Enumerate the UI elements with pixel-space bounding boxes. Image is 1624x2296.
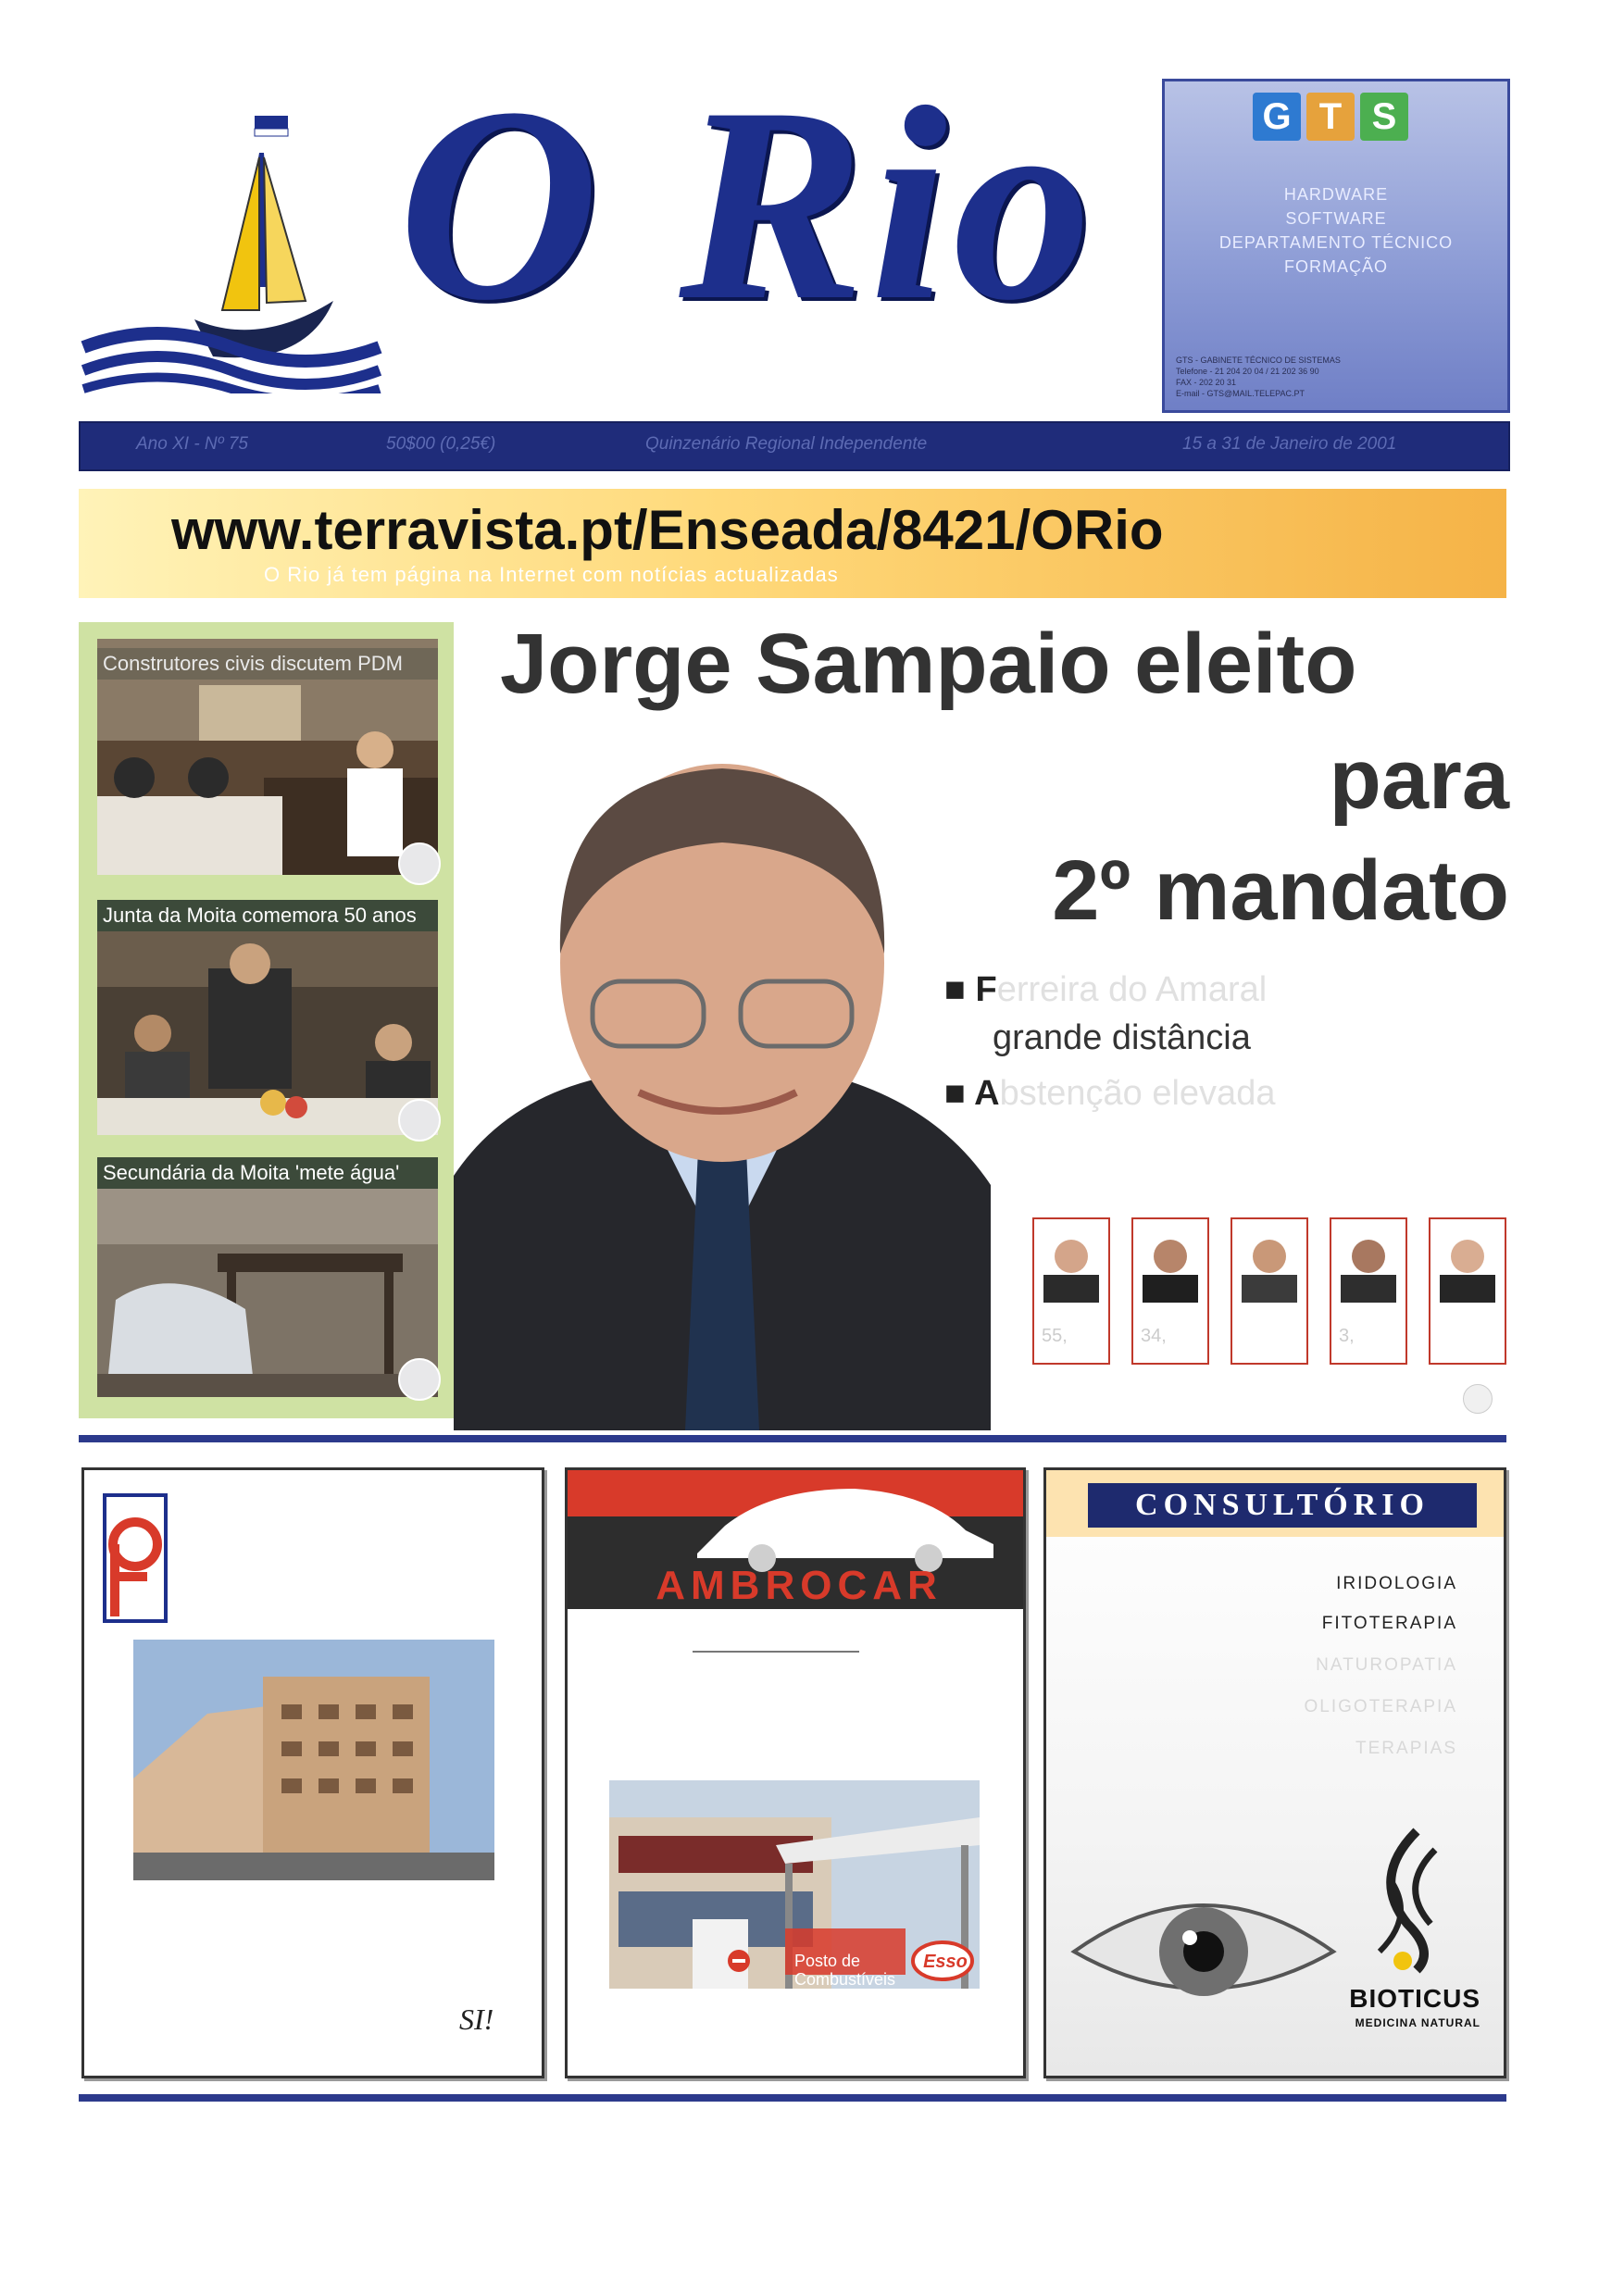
gts-service: DEPARTAMENTO TÉCNICO bbox=[1218, 233, 1454, 252]
headline-line-1: Jorge Sampaio eleito bbox=[500, 617, 1357, 711]
headline-line-3: 2º mandato bbox=[1052, 843, 1509, 938]
headline-bullet bbox=[944, 1074, 1275, 1114]
section-divider bbox=[79, 2094, 1506, 2102]
news-badge-icon bbox=[398, 842, 441, 885]
news-column bbox=[79, 622, 454, 1418]
page-badge-icon bbox=[1463, 1384, 1493, 1414]
bioticus-brand: BIOTICUS bbox=[1349, 1984, 1480, 2013]
president-portrait bbox=[454, 741, 991, 1430]
news-caption[interactable]: Secundária da Moita 'mete água' bbox=[97, 1157, 438, 1189]
bullet-text: A bbox=[974, 1074, 1000, 1113]
website-url[interactable]: www.terravista.pt/Enseada/8421/ORio bbox=[171, 499, 1164, 561]
headline-bullet bbox=[944, 970, 1267, 1010]
consultorio-service: IRIDOLOGIA bbox=[1336, 1574, 1457, 1593]
ambrocar-name: AMBROCAR bbox=[656, 1563, 943, 1608]
section-divider bbox=[79, 1435, 1506, 1442]
masthead-title: O Rio bbox=[398, 50, 1098, 357]
car-silhouette-icon bbox=[688, 1479, 1003, 1572]
gts-service: SOFTWARE bbox=[1285, 209, 1387, 228]
issue-price: 50$00 (0,25€) bbox=[386, 434, 496, 454]
issue-info-bar bbox=[79, 421, 1510, 471]
gts-contact-line: FAX - 202 20 31 bbox=[1176, 378, 1237, 387]
consultorio-title-bar bbox=[1046, 1470, 1504, 1537]
gts-contact-line: Telefone - 21 204 20 04 / 21 202 36 90 bbox=[1176, 367, 1319, 376]
news-photo-school[interactable] bbox=[97, 1189, 438, 1397]
gts-logo bbox=[1253, 93, 1408, 141]
gts-advertisement bbox=[1162, 79, 1510, 413]
ambrocar-divider bbox=[693, 1651, 859, 1653]
bullet-square-icon: ■ bbox=[944, 1074, 966, 1113]
candidate-portrait bbox=[1429, 1217, 1506, 1365]
gts-letter-s: S bbox=[1360, 93, 1408, 141]
eye-illustration bbox=[1065, 1868, 1343, 2035]
station-sign-text: Posto de Combustíveis bbox=[794, 1952, 896, 1989]
news-photo-ceremony[interactable] bbox=[97, 931, 438, 1135]
headline-bullet-continuation: grande distância bbox=[993, 1018, 1251, 1057]
candidate-result: 55, bbox=[1042, 1326, 1068, 1346]
bullet-text-faded: bstenção elevada bbox=[999, 1074, 1276, 1113]
website-banner bbox=[79, 489, 1506, 598]
issue-tagline: Quinzenário Regional Independente bbox=[645, 434, 928, 454]
boat-logo-icon bbox=[74, 88, 389, 393]
headline-line-2: para bbox=[1329, 732, 1509, 827]
bioticus-logo-icon bbox=[1352, 1822, 1472, 1979]
ambrocar-header bbox=[568, 1470, 1023, 1609]
gts-letter-g: G bbox=[1253, 93, 1301, 141]
building-photo bbox=[133, 1640, 494, 1880]
bioticus-subtitle: MEDICINA NATURAL bbox=[1355, 2016, 1480, 2029]
news-caption[interactable]: Junta da Moita comemora 50 anos bbox=[97, 900, 438, 931]
ambrocar-advertisement[interactable] bbox=[565, 1467, 1026, 2078]
esso-logo-text: Esso bbox=[923, 1952, 968, 1972]
bullet-square-icon: ■ bbox=[944, 970, 966, 1009]
fa-advertisement[interactable] bbox=[81, 1467, 544, 2078]
news-badge-icon bbox=[398, 1099, 441, 1142]
gts-contact-line: E-mail - GTS@MAIL.TELEPAC.PT bbox=[1176, 389, 1305, 398]
bullet-text: F bbox=[975, 970, 997, 1009]
news-caption[interactable]: Construtores civis discutem PDM bbox=[97, 648, 438, 680]
issue-date: 15 a 31 de Janeiro de 2001 bbox=[1182, 434, 1397, 454]
issue-number: Ano XI - Nº 75 bbox=[136, 434, 248, 454]
gts-contact-line: GTS - GABINETE TÉCNICO DE SISTEMAS bbox=[1176, 356, 1341, 365]
consultorio-advertisement[interactable] bbox=[1043, 1467, 1506, 2078]
gts-letter-t: T bbox=[1306, 93, 1355, 141]
news-badge-icon bbox=[398, 1358, 441, 1401]
website-subtitle: O Rio já tem página na Internet com notícias actualizadas bbox=[264, 563, 839, 586]
consultorio-title: CONSULTÓRIO bbox=[1088, 1483, 1477, 1528]
gts-service: FORMAÇÃO bbox=[1283, 257, 1388, 276]
consultorio-service-faded: OLIGOTERAPIA bbox=[1304, 1697, 1457, 1716]
fa-footer-text: SI! bbox=[459, 2003, 494, 2036]
candidate-result: 3, bbox=[1339, 1326, 1355, 1346]
candidate-portrait bbox=[1230, 1217, 1308, 1365]
bullet-text-faded: erreira do Amaral bbox=[996, 970, 1268, 1009]
fa-logo-icon bbox=[103, 1493, 168, 1623]
consultorio-service-faded: NATUROPATIA bbox=[1316, 1655, 1457, 1675]
consultorio-service-faded: TERAPIAS bbox=[1355, 1739, 1457, 1758]
candidate-result: 34, bbox=[1141, 1326, 1167, 1346]
consultorio-service: FITOTERAPIA bbox=[1321, 1614, 1457, 1633]
gts-service: HARDWARE bbox=[1283, 185, 1389, 204]
